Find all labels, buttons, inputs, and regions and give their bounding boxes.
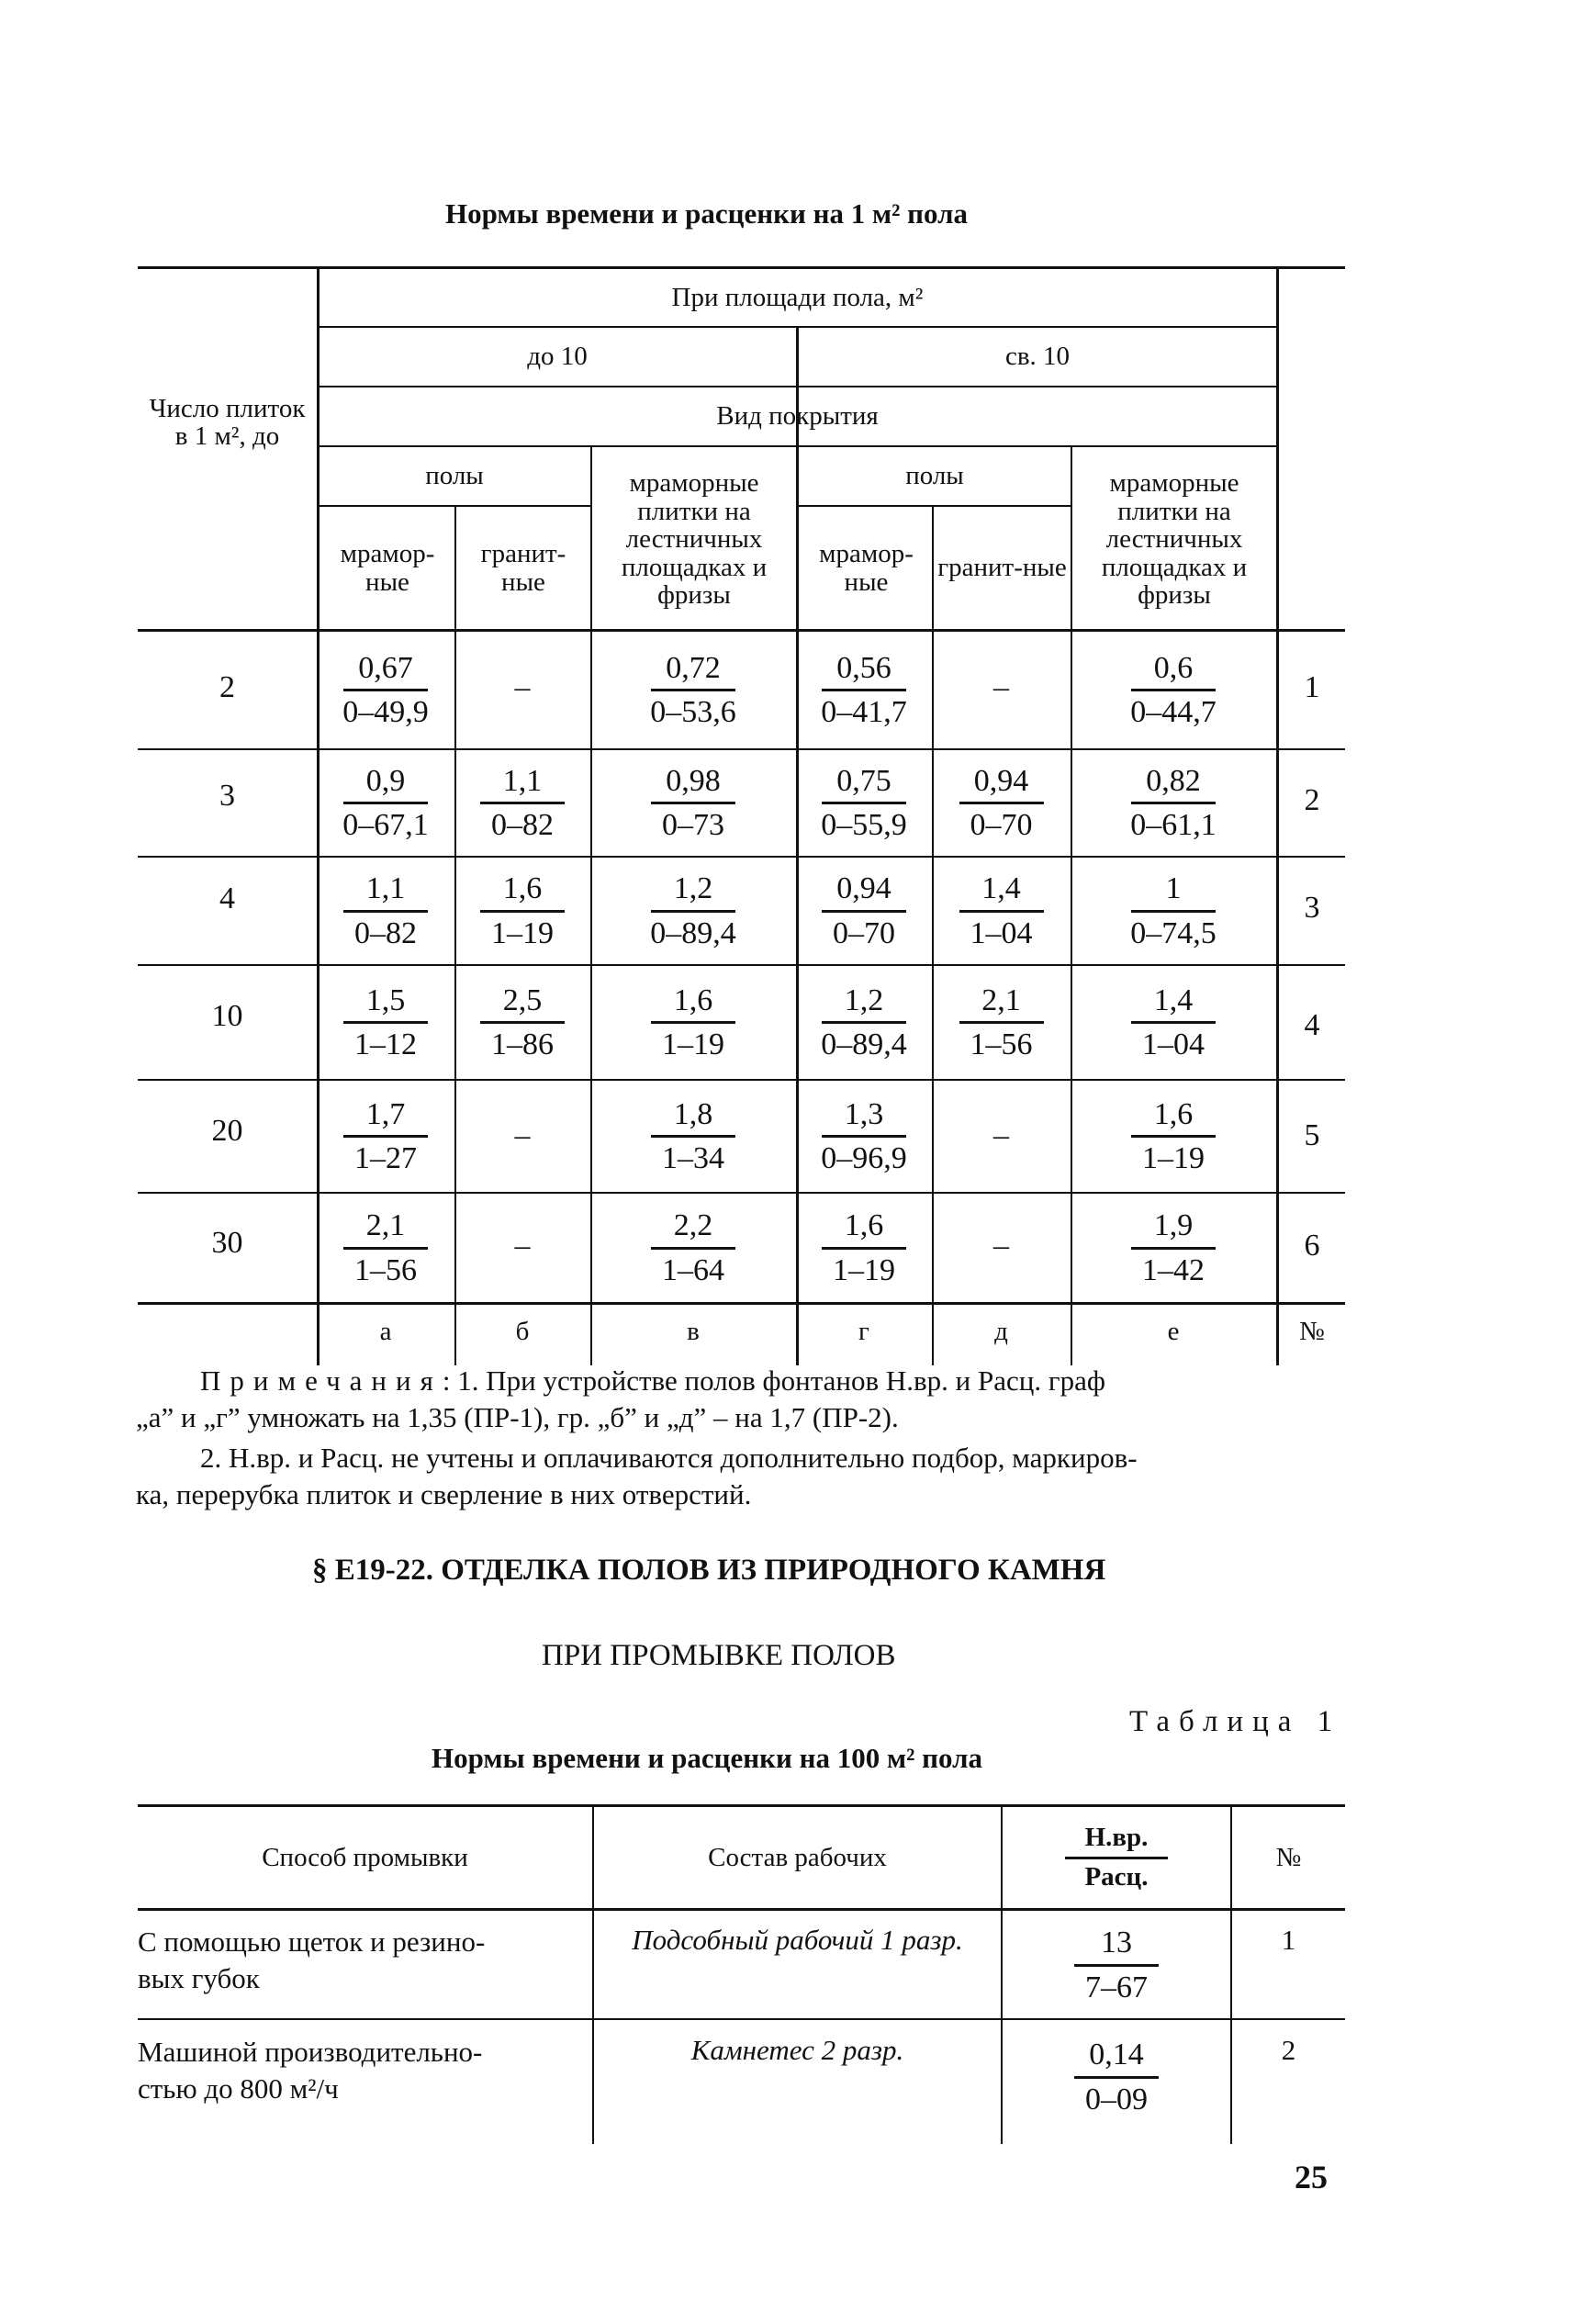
cell-v: $\frac{0,98}{0-73}$: [590, 750, 796, 856]
table2-title: Нормы времени и расценки на 100 м² пола: [432, 1742, 982, 1774]
cell-e: $\frac{0,6}{0-44,7}$: [1130, 650, 1217, 729]
header-up-to-10: до 10: [527, 342, 588, 372]
cell-g: $\frac{1,2}{0-89,4}$: [821, 982, 907, 1061]
cell-d: $\frac{2,1}{1-56}$: [932, 966, 1071, 1079]
cell-e: $\frac{1}{0-74,5}$: [1130, 871, 1217, 950]
cell-v: $\frac{2,2}{1-64}$: [590, 1194, 796, 1302]
notes-label: Примечания: [200, 1364, 443, 1397]
cell-d-dash: –: [993, 1229, 1009, 1263]
cell-a: $\frac{0,67}{0-49,9}$: [342, 650, 429, 729]
row-number: 6: [1304, 1229, 1320, 1263]
table2-method: Машиной производительно- стью до 800 м²/ч: [138, 2036, 483, 2105]
table2-header-method: Способ промывки: [262, 1842, 468, 1872]
table2-header-nvr-rasc: Н.вр. Расц.: [1003, 1807, 1230, 1908]
table2-crew: Камнетес 2 разр.: [690, 2034, 904, 2066]
cell-d-dash: –: [993, 1118, 1009, 1152]
cell-g: $\frac{0,94}{0-70}$: [796, 858, 932, 964]
header-floors-1: полы: [425, 461, 484, 491]
row-tile-count: 30: [211, 1226, 243, 1260]
header-over-10: св. 10: [1004, 342, 1071, 372]
table2-row-rule: [138, 2018, 1345, 2020]
notes-line-2: „а” и „г” умножать на 1,35 (ПР-1), гр. „б” и „д” – на 1,7 (ПР-2).: [136, 1401, 899, 1433]
cell-d: $\frac{0,94}{0-70}$: [932, 750, 1071, 856]
row-number: 5: [1304, 1118, 1320, 1152]
notes-line-1: Примечания: 1. При устройстве полов фонтанов Н.вр. и Расц. граф: [200, 1364, 1105, 1397]
header-floor-area: При площади пола, м²: [671, 282, 924, 312]
table2-norm: $\frac{0,14}{0-09}$: [1003, 2026, 1230, 2128]
header-floors-2: полы: [905, 461, 964, 491]
cell-b-dash: –: [514, 1118, 531, 1152]
table2-method: С помощью щеток и резино- вых губок: [138, 1925, 486, 1995]
cell-a: $\frac{2,1}{1-56}$: [317, 1194, 454, 1302]
cell-v: $\frac{1,2}{0-89,4}$: [650, 871, 736, 950]
table2-crew: Подсобный рабочий 1 разр.: [632, 1924, 963, 1956]
row-number: 4: [1304, 1008, 1320, 1042]
cell-v: $\frac{0,72}{0-53,6}$: [650, 650, 736, 729]
cell-g: $\frac{0,56}{0-41,7}$: [821, 650, 907, 729]
column-letter-v: в: [687, 1316, 700, 1346]
cell-a: $\frac{0,9}{0-67,1}$: [342, 763, 429, 842]
header-marble-2: мрамор-ные: [819, 539, 914, 597]
notes-line-4: ка, перерубка плиток и сверление в них отверстий.: [136, 1478, 752, 1510]
table1-title: Нормы времени и расценки на 1 м² пола: [445, 197, 968, 230]
header-marble-stairs-2: мраморные плитки на лестничных площадках и фризы: [1101, 468, 1248, 611]
header-marble-stairs-1: мраморные плитки на лестничных площадках и фризы: [621, 468, 768, 611]
cell-g: $\frac{1,3}{0-96,9}$: [821, 1096, 907, 1175]
row-tile-count: 4: [219, 881, 235, 915]
section-heading: § Е19-22. ОТДЕЛКА ПОЛОВ ИЗ ПРИРОДНОГО КАМНЯ: [312, 1554, 1106, 1587]
cell-e: $\frac{1,9}{1-42}$: [1071, 1194, 1276, 1302]
cell-a: $\frac{1,1}{0-82}$: [317, 858, 454, 964]
cell-d: $\frac{1,4}{1-04}$: [932, 858, 1071, 964]
table-label: Таблица 1: [1129, 1705, 1342, 1738]
header-marble-1: мрамор-ные: [340, 539, 435, 597]
row-number: 2: [1304, 783, 1320, 817]
table2-header-bottom-rule: [138, 1908, 1345, 1911]
cell-b-dash: –: [514, 1229, 531, 1263]
column-no-label: №: [1299, 1316, 1325, 1346]
row-number: 3: [1304, 891, 1320, 925]
cell-b: $\frac{1,6}{1-19}$: [454, 858, 590, 964]
table2-header-no: №: [1275, 1842, 1302, 1872]
cell-g: $\frac{1,6}{1-19}$: [796, 1194, 932, 1302]
notes-line-3: 2. Н.вр. и Расц. не учтены и оплачиваются дополнительно подбор, маркиров-: [200, 1442, 1138, 1474]
cell-b: $\frac{1,1}{0-82}$: [454, 750, 590, 856]
cell-a: $\frac{1,5}{1-12}$: [317, 966, 454, 1079]
row-tile-count: 20: [211, 1114, 243, 1148]
row-tile-count: 2: [219, 670, 235, 704]
header-granite-1: гранит-ные: [480, 539, 566, 597]
table2-row-number: 2: [1281, 2034, 1296, 2066]
header-tile-count: Число плиток в 1 м², до: [149, 393, 306, 451]
header-cover-type: Вид покрытия: [716, 401, 879, 432]
cell-a: $\frac{1,7}{1-27}$: [317, 1081, 454, 1192]
row-tile-count: 10: [211, 999, 243, 1033]
cell-g: $\frac{0,75}{0-55,9}$: [821, 763, 907, 842]
row-tile-count: 3: [219, 779, 235, 813]
cell-e: $\frac{1,4}{1-04}$: [1071, 966, 1276, 1079]
cell-d-dash: –: [993, 670, 1009, 704]
table2-header-crew: Состав рабочих: [708, 1842, 887, 1872]
cell-v: $\frac{1,6}{1-19}$: [590, 966, 796, 1079]
cell-e: $\frac{1,6}{1-19}$: [1071, 1081, 1276, 1192]
page-number: 25: [1295, 2159, 1328, 2195]
table2-row-number: 1: [1281, 1924, 1296, 1956]
cell-b: $\frac{2,5}{1-86}$: [454, 966, 590, 1079]
cell-v: $\frac{1,8}{1-34}$: [590, 1081, 796, 1192]
column-letter-e: е: [1167, 1316, 1180, 1346]
column-letter-g: г: [858, 1316, 869, 1346]
cell-e: $\frac{0,82}{0-61,1}$: [1130, 763, 1217, 842]
column-letter-a: а: [379, 1316, 392, 1346]
column-letter-d: д: [994, 1316, 1008, 1346]
section-subheading: ПРИ ПРОМЫВКЕ ПОЛОВ: [542, 1639, 896, 1672]
column-letter-b: б: [515, 1316, 530, 1346]
cell-b-dash: –: [514, 670, 531, 704]
header-granite-2: гранит-ные: [937, 553, 1067, 583]
table2-norm: $\frac{13}{7-67}$: [1003, 1914, 1230, 2015]
row-number: 1: [1304, 670, 1320, 704]
